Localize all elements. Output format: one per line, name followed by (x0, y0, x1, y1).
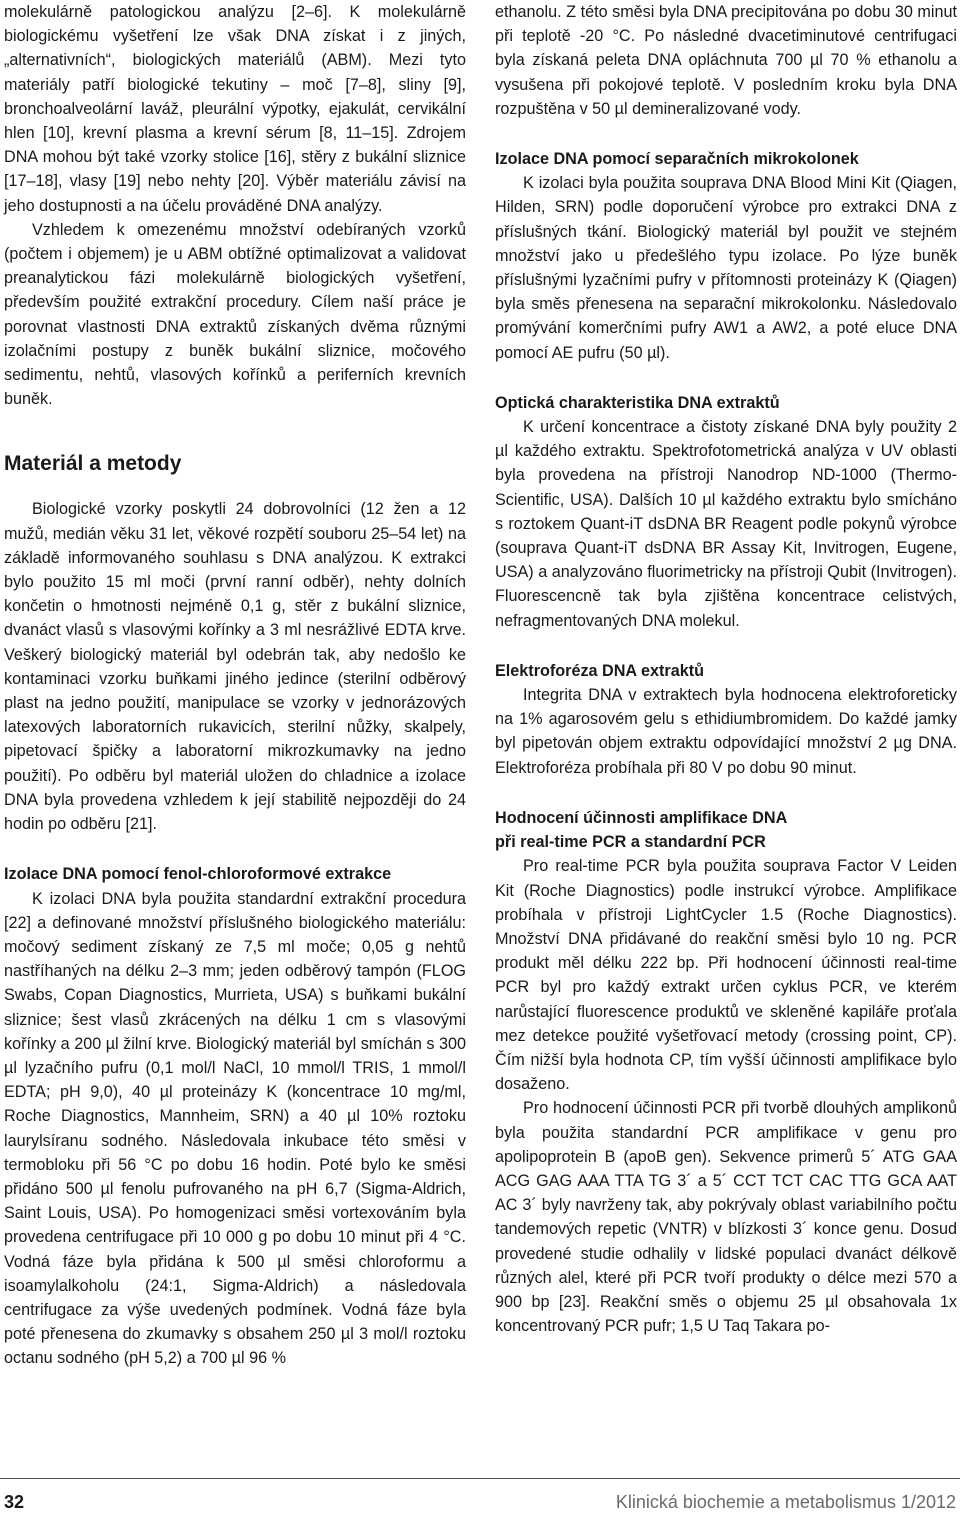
paragraph-intro-aim: Vzhledem k omezenému množství odebíraných vzorků (počtem i objemem) je u ABM obtížné optimalizovat a validovat preanalytickou fázi molekulárně biologických vyšetření, především použité extrakční procedury. Cílem naší práce je porovnat vlastnosti DNA extraktů získaných dvěma různými izolačními postupy z buněk bukální sliznice, močového sedimentu, nehtů, vlasových kořínků a periferních krevních buněk. (4, 220, 466, 409)
paragraph-methods: Biologické vzorky poskytli 24 dobrovolníci (12 žen a 12 mužů, medián věku 31 let, věkové rozpětí souboru 25–54 let) na základě informovaného souhlasu s DNA analýzou. K extrakci bylo použito 15 ml moči (první ranní odběr), nehty dolních končetin o hmotnosti nejméně 0,1 g, stěr z bukální sliznice, dvanáct vlasů s vlasovými kořínky a 3 ml nesrážlivé EDTA krve. Veškerý biologický materiál byl odebrán tak, aby nedošlo ke kontaminaci vzorku buňkami jiného jedince (sterilní odběrový plast na jedno použití, manipulace se vzorky v jednorázových latexových laboratorních rukavicích, sterilní nůžky, skalpely, pipetovací špičky a laboratorní mikrozkumavky na jedno použití). Po odběru byl materiál uložen do chladnice a izolace DNA byla provedena vzhledem k její stabilitě nejpozději do 24 hodin po odběru [21]. (4, 500, 466, 834)
paragraph-phenol-continued: ethanolu. Z této směsi byla DNA precipitována po dobu 30 minut při teplotě -20 °C. Po následné dvacetiminutové centrifugaci byla získaná peleta DNA opláchnuta 700 µl 70 % ethanolu a vysušena při pokojové teplotě. V posledním kroku byla DNA rozpuštěna v 50 µl demineralizované vody. (495, 3, 957, 118)
left-column (4, 0, 466, 1371)
subheading-pcr-line-2: při real-time PCR a standardní PCR (495, 833, 766, 852)
paragraph-intro-continued: molekulárně patologickou analýzu [2–6]. K molekulárně biologickému vyšetření lze však DNA získat i z jiných, „alternativních“, biologických materiálů (ABM). Mezi tyto materiály patří biologické tekutiny – moč [7–8], sliny [9], bronchoalveolární laváž, pleurální výpotky, ejakulát, cervikální hlen [10], krevní plasma a krevní sérum [8, 11–15]. Zdrojem DNA mohou být také vzorky stolice [16], stěry z bukální sliznice [17–18], vlasy [19] nebo nehty [20]. Výběr materiálu závisí na jeho dostupnosti a na účelu prováděné DNA analýzy. (4, 3, 466, 215)
journal-name: Klinická biochemie a metabolismus 1/2012 (615, 1492, 956, 1512)
paragraph-pcr-standard: Pro hodnocení účinnosti PCR při tvorbě dlouhých amplikonů byla použita standardní PCR amplifikace v genu pro apolipoprotein B (apoB gen). Sekvence primerů 5´ ATG GAA ACG GAG AAA TTA TG 3´ a 5´ CCT TCT CAC TTG GCA AAT AC 3´ byly navrženy tak, aby pokrývaly oblast variabilního počtu tandemových repetic (VNTR) v blízkosti 3´ konce genu. Dosud provedené studie odhalily v lidské populaci dvanáct délkově různých alel, které při PCR tvoří produkty o délce mezi 570 a 900 bp [23]. Reakční směs o objemu 25 µl obsahovala 1x koncentrovaný PCR pufr; 1,5 U Taq Takara po- (495, 1099, 957, 1336)
page-number: 32 (4, 1492, 25, 1512)
subheading-pcr-line-1: Hodnocení účinnosti amplifikace DNA (495, 808, 788, 827)
paragraph-microcolumns: K izolaci byla použita souprava DNA Blood Mini Kit (Qiagen, Hilden, SRN) podle doporučení výrobce pro extrakci DNA z příslušných tkání. Biologický materiál byl použit ve stejném množství jako u předešlého typu izolace. Po lýze buněk příslušnými lyzačními pufry v přítomnosti proteinázy K (Qiagen) byla směs přenesena na separační mikrokolonku. Následovalo promývání komerčními pufry AW1 a AW2, a poté eluce DNA pomocí AE pufru (50 µl). (495, 174, 957, 362)
subheading-phenol-extraction: Izolace DNA pomocí fenol-chloroformové extrakce (4, 865, 392, 884)
subheading-electrophoresis: Elektroforéza DNA extraktů (495, 661, 704, 680)
section-heading-methods: Materiál a metody (4, 452, 182, 476)
subheading-microcolumns: Izolace DNA pomocí separačních mikrokolonek (495, 150, 859, 169)
paragraph-phenol-extraction: K izolaci DNA byla použita standardní extrakční procedura [22] a definované množství příslušného biologického materiálu: močový sediment získaný ze 7,5 ml moče; 0,05 g nehtů nastříhaných na délku 2–3 mm; jeden odběrový tampón (FLOG Swabs, Copan Diagnostics, Murrieta, USA) s buňkami bukální sliznice; šest vlasů zkrácených na délku 1 cm s vlasovými kořínky a 200 µl žilní krve. Biologický materiál byl smíchán s 300 µl lyzačního pufru (0,1 mol/l NaCl, 10 mmol/l TRIS, 1 mmol/l EDTA; pH 9,0), 40 µl proteinázy K (koncentrace 10 mg/ml, Roche Diagnostics, Mannheim, SRN) a 40 µl 10% roztoku laurylsíranu sodného. Následovala inkubace této směsi v termobloku při 56 °C po dobu 16 hodin. Poté bylo ke směsi přidáno 500 µl fenolu pufrovaného na pH 6,7 (Sigma-Aldrich, Saint Louis, USA). Po homogenizaci směsi vortexováním byla provedena centrifugace při 10 000 g po dobu 10 minut při 4 °C. Vodná fáze byla přidána k 500 µl směsi chloroformu a isoamylalkoholu (24:1, Sigma-Aldrich) a následovala centrifugace za výše uvedených podmínek. Vodná fáze byla poté přenesena do zkumavky s obsahem 250 µl 3 mol/l roztoku octanu sodného (pH 5,2) a 700 µl 96 % (4, 889, 466, 1368)
right-column (495, 0, 957, 1338)
paragraph-pcr-realtime: Pro real-time PCR byla použita souprava Factor V Leiden Kit (Roche Diagnostics) podle instrukcí výrobce. Amplifikace probíhala v přístroji LightCycler 1.5 (Roche Diagnostics). Množství DNA přidávané do reakční směsi bylo 10 ng. PCR produkt měl délku 222 bp. Při hodnocení účinnosti real-time PCR byl pro každý extrakt určen cyklus PCR, ve kterém narůstající fluorescence produktů ve skleněné kapiláře proťala mez detekce použité vyšetřovací metody (crossing point, CP). Čím nižší byla hodnota CP, tím vyšší účinnosti amplifikace bylo dosaženo. (495, 857, 957, 1094)
page-footer (0, 1478, 960, 1520)
paragraph-electrophoresis: Integrita DNA v extraktech byla hodnocena elektroforeticky na 1% agarosovém gelu s ethidiumbromidem. Do každé jamky byl pipetován objem extraktu odpovídající množství 2 µg DNA. Elektroforéza probíhala při 80 V po dobu 90 minut. (495, 686, 957, 777)
paragraph-optical: K určení koncentrace a čistoty získané DNA byly použity 2 µl každého extraktu. Spektrofotometrická analýza v UV oblasti byla provedena na přístroji Nanodrop ND-1000 (Thermo-Scientific, USA). Dalších 10 µl každého extraktu bylo smícháno s roztokem Quant-iT dsDNA BR Reagent podle pokynů výrobce (souprava Quant-iT dsDNA BR Assay Kit, Invitrogen, Eugene, USA) a analyzováno fluorimetricky na přístroji Qubit (Invitrogen). Fluorescencně tak byla zjištěna koncentrace celistvých, nefragmentovaných DNA molekul. (495, 418, 957, 630)
footer-divider (0, 1478, 960, 1479)
subheading-optical: Optická charakteristika DNA extraktů (495, 393, 780, 412)
